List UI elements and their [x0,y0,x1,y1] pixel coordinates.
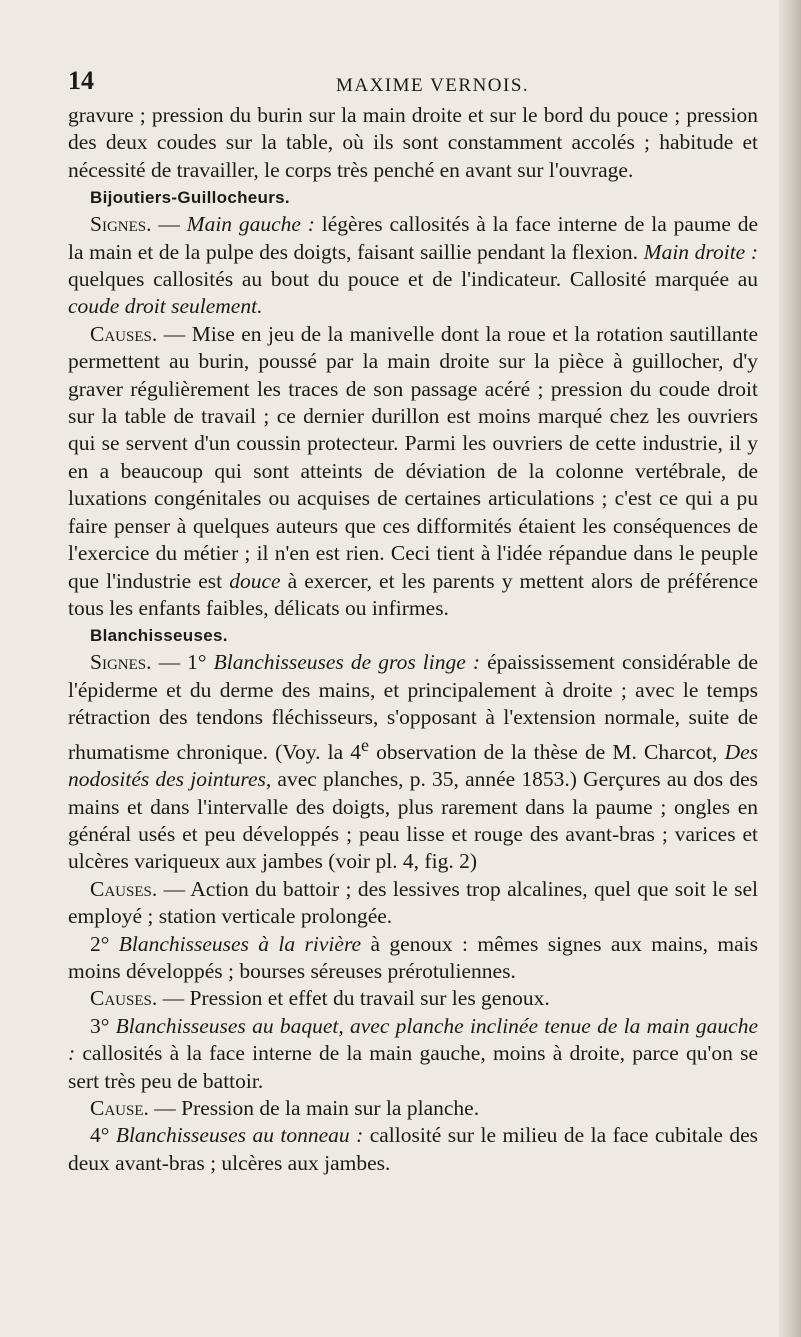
main-droite-term: Main droite : [643,239,758,264]
cause-label: Cause. [90,1095,149,1120]
paragraph-item-2: 2° Blanchisseuses à la rivière à genoux : mêmes signes aux mains, mais moins développés ; bourses séreuses prérotuliennes. [68,931,758,983]
running-head: MAXIME VERNOIS. [336,75,530,96]
douce-term: douce [229,568,281,593]
causes-label: Causes. [90,986,158,1011]
paragraph-item-3: 3° Blanchisseuses au baquet, avec planche inclinée tenue de la main gauche : callosités à la face interne de la main gauche, moins à droite, parce qu'on se sert très peu de battoir. [68,1013,758,1093]
paragraph-item-2-causes: Causes. — Pression et effet du travail sur les genoux. [90,986,550,1011]
paragraph-bijoutiers-signes: Signes. — Main gauche : légères callosités à la face interne de la paume de la main et de la pulpe des doigts, faisant saillie pendant la flexion. Main droite : quelques callosités au bout du pouce et de l'indicateur. Callosité marquée au coude droit seulement. [68,212,758,319]
riviere-term: Blanchisseuses à la rivière [118,931,362,956]
tonneau-term: Blanchisseuses au tonneau : [115,1123,364,1148]
superscript-e: e [361,734,369,755]
gros-linge-term: Blanchisseuses de gros linge : [213,650,481,675]
paragraph-item-3-cause: Cause. — Pression de la main sur la planche. [90,1095,480,1120]
paragraph-item-4: 4° Blanchisseuses au tonneau : callosité sur le milieu de la face cubitale des deux avant-bras ; ulcères aux jambes. [68,1123,758,1175]
baquet-term: Blanchisseuses au baquet, avec planche inclinée tenue de la main gauche : [68,1013,758,1066]
signes-label: Signes. [90,212,152,237]
page-number: 14 [68,66,94,95]
main-gauche-term: Main gauche : [186,212,315,237]
paragraph-blanchisseuses-causes: Causes. — Action du battoir ; des lessives trop alcalines, quel que soit le sel employé ; station verticale prolongée. [68,876,758,929]
causes-label: Causes. [90,321,158,346]
book-page [68,66,758,1177]
section-heading-blanchisseuses: Blanchisseuses. [90,626,228,646]
causes-label: Causes. [90,876,158,901]
page-edge-shadow [779,0,801,1337]
paragraph-blanchisseuses-signes: Signes. — 1° Blanchisseuses de gros linge : épaississement considérable de l'épiderme et du derme des mains, et principalement à droite ; avec le temps rétraction des tendons fléchisseurs, s'opposant à l'extension normale, suite de rhumatisme chronique. (Voy. la 4e observation de la thèse de M. Charcot, Des nodosités des jointures, avec planches, p. 35, année 1853.) Gerçures au dos des mains et dans l'intervalle des doigts, plus rarement dans la paume ; ongles en général usés et peu développés ; peau lisse et rouge des avant-bras ; varices et ulcères variqueux aux jambes (voir pl. 4, fig. 2) [68,650,759,874]
coude-droit-term: coude droit seulement. [68,294,263,319]
nodosites-title: Des nodosités des jointures, [68,739,759,792]
paragraph-intro: gravure ; pression du burin sur la main droite et sur le bord du pouce ; pression des deux coudes sur la table, où ils sont constamment accolés ; habitude et nécessité de travailler, le corps très penché en avant sur l'ouvrage. [68,103,758,182]
signes-label: Signes. [90,650,152,675]
page-header [68,66,758,102]
paragraph-bijoutiers-causes: Causes. — Mise en jeu de la manivelle dont la roue et la rotation sautillante permettent au burin, poussé par la main droite sur la pièce à guillocher, d'y graver régulièrement les traces de son passage acéré ; pression du coude droit sur la table de travail ; ce dernier durillon est moins marqué chez les ouvriers qui se servent d'un coussin protecteur. Parmi les ouvriers de cette industrie, il y en a beaucoup qui sont atteints de déviation de la colonne vertébrale, de luxations congénitales ou acquises de certaines articulations ; c'est ce qui a pu faire penser à quelques auteurs que ces difformités étaient les conséquences de l'exercice du métier ; il n'en est rien. Ceci tient à l'idée répandue dans le peuple que l'industrie est douce à exercer, et les parents y mettent alors de préférence tous les enfants faibles, délicats ou infirmes. [68,321,759,620]
section-heading-bijoutiers: Bijoutiers-Guillocheurs. [90,188,290,208]
